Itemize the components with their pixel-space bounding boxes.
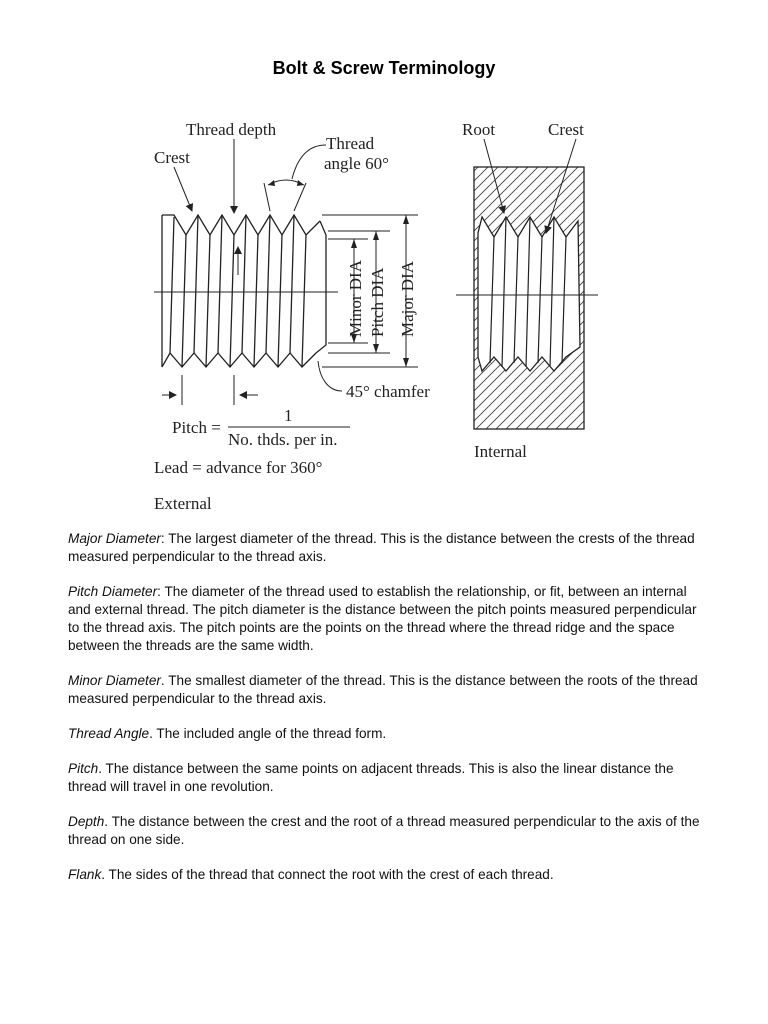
definition-separator: . bbox=[160, 673, 165, 688]
definition-term: Depth bbox=[68, 814, 105, 829]
pitch-dimension bbox=[162, 375, 258, 405]
definitions-list bbox=[68, 530, 708, 901]
definition-separator: : bbox=[160, 531, 165, 546]
definition-depth bbox=[68, 813, 708, 849]
definition-pitch-diameter bbox=[68, 583, 708, 655]
chamfer-label: 45° chamfer bbox=[346, 382, 430, 401]
internal-thread-drawing bbox=[456, 167, 598, 429]
definition-term: Pitch Diameter bbox=[68, 584, 158, 599]
major-dia-label: Major DIA bbox=[398, 260, 417, 337]
definition-text: The sides of the thread that connect the root with the crest of each thread. bbox=[105, 867, 554, 882]
definition-text: The distance between the same points on adjacent threads. This is also the linear distance the thread will travel in one revolution. bbox=[68, 761, 674, 794]
definition-thread-angle bbox=[68, 725, 708, 743]
thread-angle-label-line2: angle 60° bbox=[324, 154, 389, 173]
page-title: Bolt & Screw Terminology bbox=[272, 58, 496, 78]
thread-angle-label-line1: Thread bbox=[326, 134, 375, 153]
external-crest-label: Crest bbox=[154, 148, 190, 167]
definition-term: Major Diameter bbox=[68, 531, 161, 546]
definition-separator: . bbox=[98, 761, 103, 776]
definition-text: The largest diameter of the thread. This is the distance between the crests of the thread measured perpendicular to the thread axis. bbox=[68, 531, 695, 564]
lead-label: Lead = advance for 360° bbox=[154, 458, 323, 477]
pitch-formula-label: Pitch = bbox=[172, 418, 221, 437]
pitch-formula-numerator: 1 bbox=[284, 406, 293, 425]
definition-term: Flank bbox=[68, 867, 102, 882]
definition-separator: . bbox=[149, 726, 153, 741]
definition-text: The distance between the crest and the root of a thread measured perpendicular to the axis of the thread on one side. bbox=[68, 814, 700, 847]
internal-root-label: Root bbox=[462, 120, 496, 139]
definition-text: The smallest diameter of the thread. This is the distance between the roots of the thread measured perpendicular to the thread axis. bbox=[68, 673, 698, 706]
definition-separator: . bbox=[104, 814, 109, 829]
definition-flank bbox=[68, 866, 708, 884]
minor-dia-label: Minor DIA bbox=[346, 260, 365, 337]
definition-text: The diameter of the thread used to establish the relationship, or fit, between an internal and external thread. The pitch diameter is the distance between the pitch points measured perpendicular to the thread axis. The pitch points are the points on the thread where the thread ridge and the space between the threads are the same width. bbox=[68, 584, 697, 653]
definition-text: The included angle of the thread form. bbox=[152, 726, 387, 741]
internal-caption: Internal bbox=[474, 442, 527, 461]
thread-terminology-figure bbox=[140, 105, 600, 515]
definition-major-diameter bbox=[68, 530, 708, 566]
definition-minor-diameter bbox=[68, 672, 708, 708]
pitch-formula-denominator: No. thds. per in. bbox=[228, 430, 338, 449]
internal-crest-label: Crest bbox=[548, 120, 584, 139]
definition-pitch bbox=[68, 760, 708, 796]
external-caption: External bbox=[154, 494, 212, 513]
definition-separator: . bbox=[101, 867, 106, 882]
thread-depth-label: Thread depth bbox=[186, 120, 277, 139]
external-thread-drawing bbox=[154, 215, 338, 367]
pitch-dia-label: Pitch DIA bbox=[368, 267, 387, 337]
definition-term: Thread Angle bbox=[68, 726, 150, 741]
definition-term: Minor Diameter bbox=[68, 673, 161, 688]
definition-separator: : bbox=[157, 584, 161, 599]
definition-term: Pitch bbox=[68, 761, 99, 776]
